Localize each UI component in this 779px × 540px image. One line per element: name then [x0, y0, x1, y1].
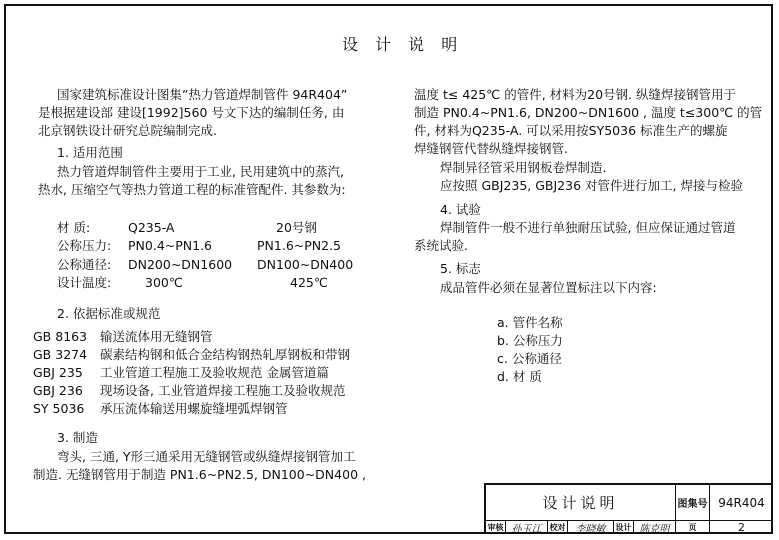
- design-label: 设计: [614, 520, 634, 534]
- standard-desc: 碳素结构钢和低合金结构钢热轧厚钢板和带钢: [100, 347, 351, 362]
- review-signature: 孙玉江: [506, 520, 548, 534]
- param-value-col2: PN1.6~PN2.5: [257, 238, 342, 253]
- mark-item: b. 公称压力: [497, 333, 563, 348]
- page-number: 2: [738, 520, 745, 534]
- section5-line: 成品管件必须在显著位置标注以下内容:: [440, 280, 657, 295]
- param-value-col2: 425℃: [290, 275, 328, 290]
- page-title: 设 计 说 明: [342, 35, 464, 54]
- param-value-col2: DN100~DN400: [257, 257, 354, 272]
- section2-heading: 2. 依据标准或规范: [57, 306, 161, 321]
- param-value-col1: PN0.4~PN1.6: [128, 238, 213, 253]
- standard-code: GB 3274: [33, 347, 88, 362]
- review-label: 审核: [486, 520, 506, 534]
- title-block-row-signatures: [486, 520, 773, 534]
- param-value-col1: Q235-A: [128, 220, 175, 235]
- check-signature: 李晓敏: [568, 520, 614, 534]
- param-value-col1: DN200~DN1600: [128, 257, 233, 272]
- param-value-col1: 300℃: [145, 275, 183, 290]
- section3-line: 制造. 无缝钢管用于制造 PN1.6~PN2.5, DN100~DN400 ,: [33, 467, 366, 482]
- atlas-number: 94R404: [718, 495, 765, 510]
- standard-desc: 承压流体输送用螺旋缝埋弧焊钢管: [100, 401, 288, 416]
- standard-code: GB 8163: [33, 329, 88, 344]
- mark-item: a. 管件名称: [497, 315, 563, 330]
- continued-line: 焊缝钢管代替纵缝焊接钢管.: [414, 141, 568, 156]
- standard-desc: 现场设备, 工业管道焊接工程施工及验收规范: [100, 383, 346, 398]
- intro-line: 国家建筑标准设计图集”热力管道焊制管件 94R404”: [57, 87, 348, 102]
- title-block-row-main: [486, 485, 773, 521]
- param-label: 公称通径:: [57, 257, 112, 272]
- section4-heading: 4. 试验: [440, 202, 481, 217]
- title-block: [484, 483, 773, 534]
- continued-line: 温度 t≤ 425℃ 的管件, 材料为20号钢. 纵缝焊接钢管用于: [414, 87, 736, 102]
- section4-line: 系统试验.: [414, 238, 468, 253]
- mark-item: c. 公称通径: [497, 351, 562, 366]
- standard-desc: 工业管道工程施工及验收规范 金属管道篇: [100, 365, 329, 380]
- section3-line: 弯头, 三通, Y形三通采用无缝钢管或纵缝焊接钢管加工: [57, 449, 356, 464]
- intro-line: 北京钢铁设计研究总院编制完成.: [38, 123, 217, 138]
- section5-heading: 5. 标志: [440, 261, 481, 276]
- continued-line: 制造 PN0.4~PN1.6, DN200~DN1600 , 温度 t≤300℃ 的管: [414, 105, 763, 120]
- param-label: 设计温度:: [57, 275, 112, 290]
- check-label: 校对: [548, 520, 568, 534]
- continued-line: 件, 材料为Q235-A. 可以采用按SY5036 标准生产的螺旋: [414, 123, 728, 138]
- section3-heading: 3. 制造: [57, 430, 98, 445]
- section4-line: 焊制管件一般不进行单独耐压试验, 但应保证通过管道: [440, 220, 736, 235]
- section1-line: 热水, 压缩空气等热力管道工程的标准管配件. 其参数为:: [38, 182, 346, 197]
- standard-code: GBJ 235: [33, 365, 83, 380]
- atlas-number-label: 图集号: [676, 485, 710, 520]
- section1-heading: 1. 适用范围: [57, 145, 123, 160]
- page-label: 页: [676, 520, 710, 534]
- standard-code: GBJ 236: [33, 383, 83, 398]
- standard-desc: 输送流体用无缝钢管: [100, 329, 213, 344]
- design-signature: 陈克明: [634, 520, 676, 534]
- title-block-title: 设计说明: [486, 485, 676, 520]
- param-label: 材 质:: [57, 220, 91, 235]
- param-label: 公称压力:: [57, 238, 112, 253]
- mark-item: d. 材 质: [497, 369, 542, 384]
- param-value-col2: 20号钢: [276, 220, 317, 235]
- standard-code: SY 5036: [33, 401, 85, 416]
- intro-line: 是根据建设部 建设[1992]560 号文下达的编制任务, 由: [38, 105, 345, 120]
- section1-line: 热力管道焊制管件主要用于工业, 民用建筑中的蒸汽,: [57, 164, 344, 179]
- section3-extra-line: 焊制异径管采用钢板卷焊制造.: [440, 160, 607, 175]
- section3-extra-line: 应按照 GBJ235, GBJ236 对管件进行加工, 焊接与检验: [440, 178, 743, 193]
